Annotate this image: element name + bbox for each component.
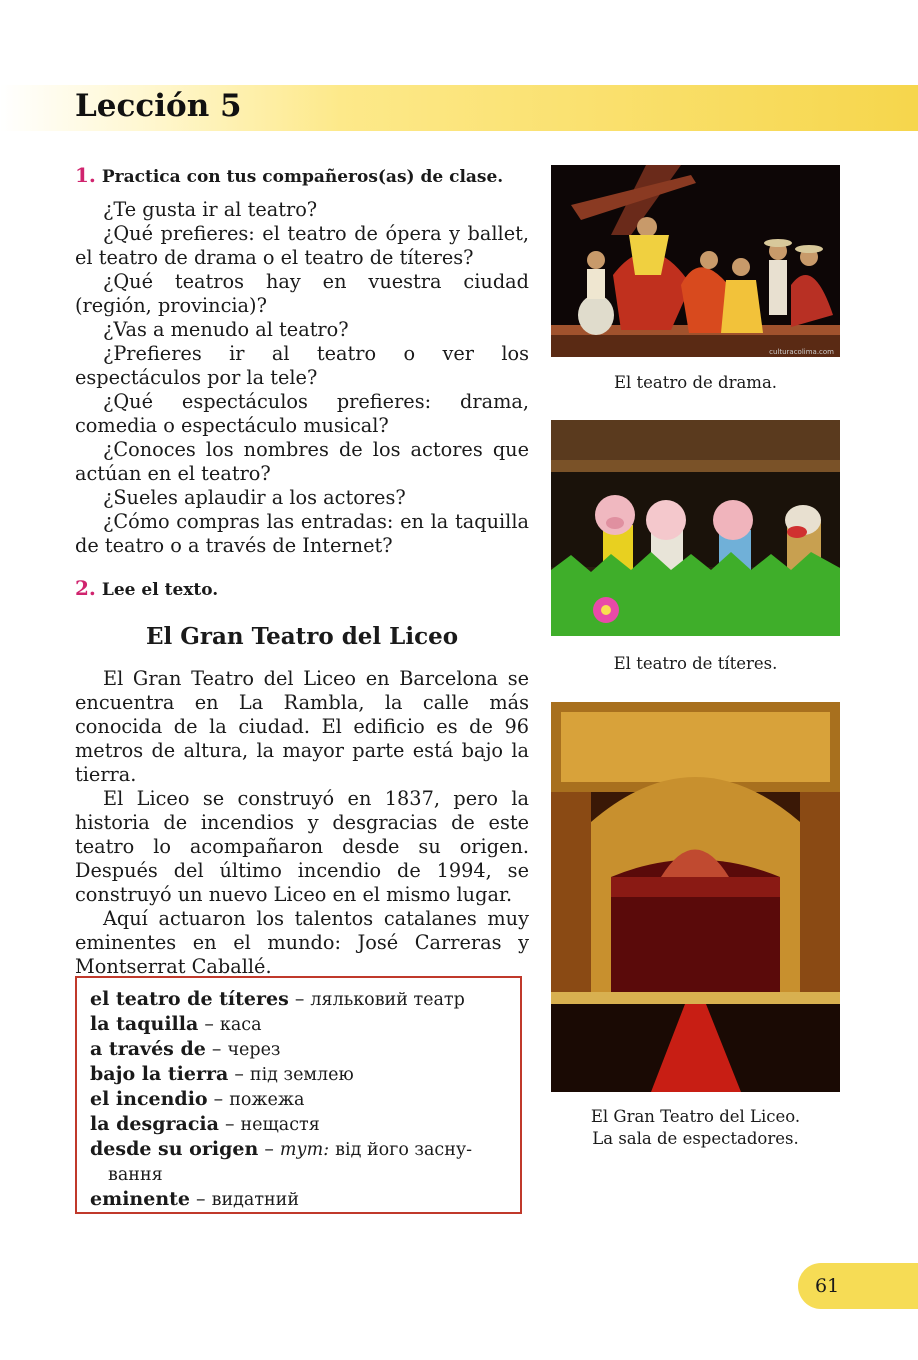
question: ¿Conoces los nombres de los actores que actúan en el teatro? <box>75 438 529 485</box>
caption-line: La sala de espectadores. <box>592 1129 799 1148</box>
vocab-translation-continuation: вання <box>108 1165 163 1185</box>
drama-stage-illustration <box>551 165 840 357</box>
vocab-translation: каса <box>219 1015 262 1035</box>
vocab-translation: пожежа <box>229 1090 305 1110</box>
drama-theatre-photo <box>551 165 840 357</box>
vocab-entry: eminente – видатний <box>90 1188 299 1210</box>
vocab-note: тут: <box>279 1140 330 1160</box>
question: ¿Cómo compras las entradas: en la taquilla de teatro o a través de Internet? <box>75 510 529 557</box>
vocab-entry: el incendio – пожежа <box>90 1088 305 1110</box>
vocab-word: bajo la tierra <box>90 1063 229 1085</box>
vocab-translation: видатний <box>211 1190 299 1210</box>
vocab-entry: a través de – через <box>90 1038 281 1060</box>
page-number: 61 <box>815 1275 840 1297</box>
vocab-word: la taquilla <box>90 1013 199 1035</box>
question: ¿Vas a menudo al teatro? <box>103 318 349 341</box>
exercise-instruction: Lee el texto. <box>101 580 219 600</box>
article-paragraph: El Gran Teatro del Liceo en Barcelona se encuentra en La Rambla, la calle más conocida de la ciudad. El edificio es de 96 metros de altura, la mayor parte está bajo la tierra. <box>75 667 529 786</box>
vocab-entry: la desgracia – нещастя <box>90 1113 320 1135</box>
vocab-entry: desde su origen – тут: від його засну- <box>90 1138 473 1160</box>
question: ¿Qué teatros hay en vuestra ciudad (región, provincia)? <box>75 270 529 317</box>
vocab-word: el teatro de títeres <box>90 988 289 1010</box>
photo-watermark: culturacolima.com <box>769 348 834 356</box>
puppet-stage-illustration <box>551 420 840 636</box>
vocab-translation: ляльковий театр <box>310 990 465 1010</box>
vocab-word: la desgracia <box>90 1113 219 1135</box>
vocab-word: a través de <box>90 1038 206 1060</box>
lesson-title: Lección 5 <box>75 88 242 124</box>
puppet-photo-caption: El teatro de títeres. <box>613 654 778 673</box>
drama-photo-caption: El teatro de drama. <box>613 373 778 392</box>
question: ¿Prefieres ir al teatro o ver los espectáculos por la tele? <box>75 342 529 389</box>
auditorium-illustration <box>551 702 840 1092</box>
vocab-translation: через <box>227 1040 281 1060</box>
question: ¿Qué prefieres: el teatro de ópera y ballet, el teatro de drama o el teatro de títeres? <box>75 222 529 269</box>
liceo-auditorium-photo <box>551 702 840 1092</box>
vocab-translation: нещастя <box>240 1115 320 1135</box>
exercise-number: 1. <box>75 163 96 187</box>
exercise-2-heading <box>75 576 218 600</box>
exercise-number: 2. <box>75 576 96 600</box>
vocab-entry: la taquilla – каса <box>90 1013 262 1035</box>
vocab-word: desde su origen <box>90 1138 259 1160</box>
question: ¿Sueles aplaudir a los actores? <box>103 486 406 509</box>
article-title: El Gran Teatro del Liceo <box>145 623 459 650</box>
vocabulary-box <box>75 976 522 1214</box>
question: ¿Qué espectáculos prefieres: drama, comedia o espectáculo musical? <box>75 390 529 437</box>
article-paragraph: El Liceo se construyó en 1837, pero la historia de incendios y desgracias de este teatro lo acompañaron desde su origen. Después del último incendio de 1994, se construyó un nuevo Liceo en el mismo lugar. <box>75 787 529 906</box>
vocab-entry: el teatro de títeres – ляльковий театр <box>90 988 465 1010</box>
caption-line: El Gran Teatro del Liceo. <box>590 1107 801 1126</box>
exercise-instruction: Practica con tus compañeros(as) de clase. <box>101 167 504 187</box>
vocab-entry: bajo la tierra – під землею <box>90 1063 354 1085</box>
article-paragraph: Aquí actuaron los talentos catalanes muy eminentes en el mundo: José Carreras y Montserrat Caballé. <box>75 907 529 978</box>
article-body <box>75 667 529 979</box>
liceo-photo-caption <box>551 1106 840 1150</box>
exercise-1-heading <box>75 163 503 187</box>
vocab-word: eminente <box>90 1188 190 1210</box>
question: ¿Te gusta ir al teatro? <box>103 198 318 221</box>
puppet-theatre-photo <box>551 420 840 636</box>
vocab-continuation <box>90 1162 507 1187</box>
vocab-translation: від його засну- <box>335 1140 473 1160</box>
question-list <box>75 198 529 558</box>
vocab-word: el incendio <box>90 1088 208 1110</box>
vocab-translation: під землею <box>249 1065 354 1085</box>
